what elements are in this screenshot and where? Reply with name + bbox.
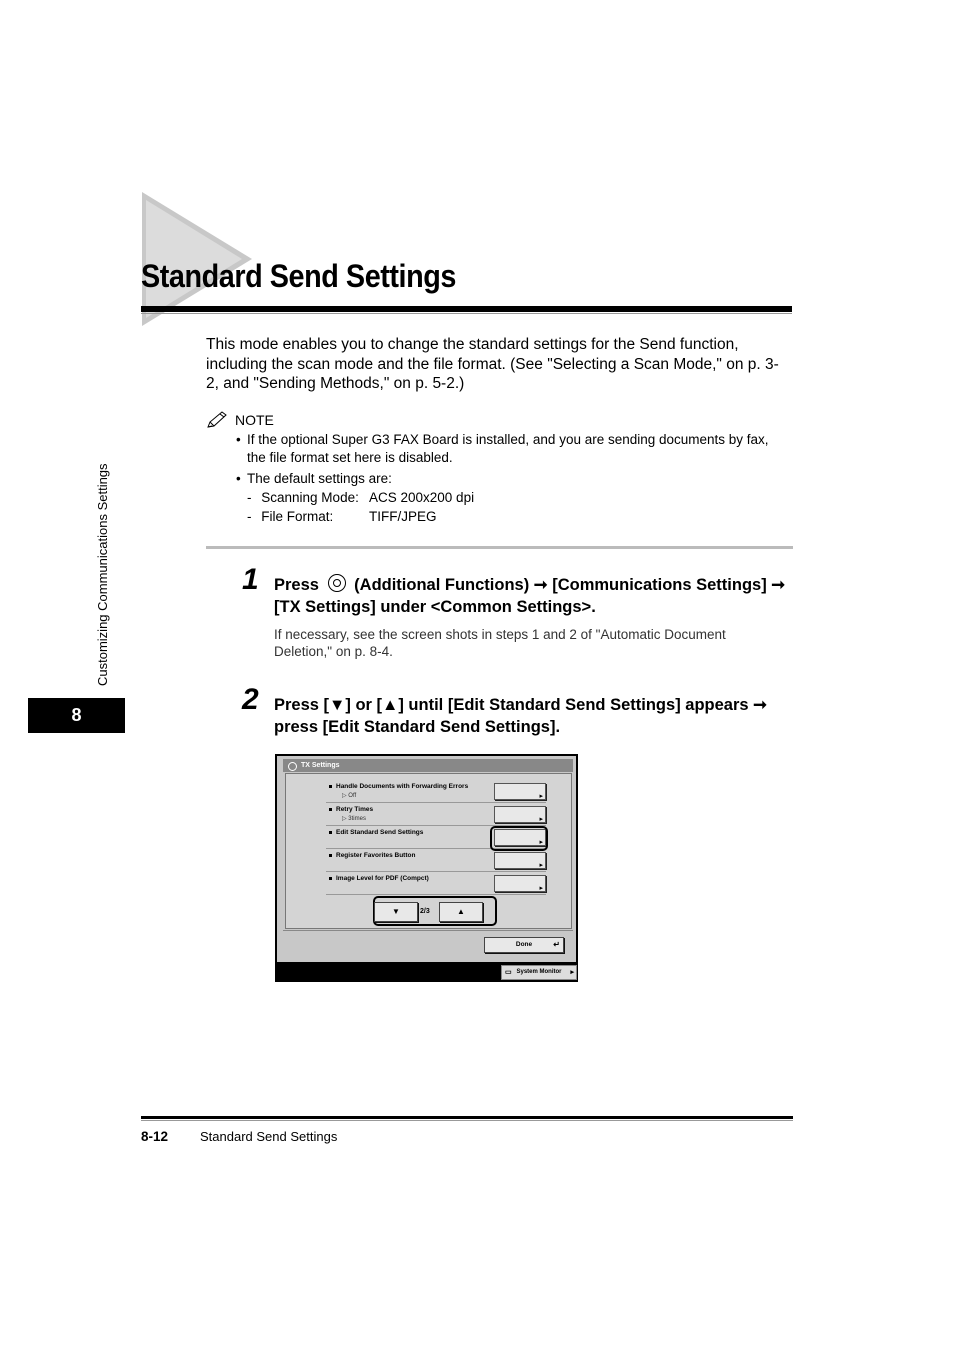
bullet: • [236, 471, 241, 486]
screen-title-bar [283, 759, 573, 772]
list-item [326, 872, 546, 895]
note-item [236, 431, 786, 467]
chapter-side-title: Customizing Communications Settings [95, 463, 110, 686]
list-item [326, 849, 546, 872]
screen-divider [283, 930, 573, 931]
footer-rule-thin [141, 1120, 793, 1121]
footer-rule [141, 1116, 793, 1119]
setting-label: Edit Standard Send Settings [336, 829, 424, 836]
highlight-outline [490, 826, 548, 851]
note-item-text: If the optional Super G3 FAX Board is installed, and you are sending documents by fax, the file format set here is disabled. [247, 432, 769, 465]
note-item [236, 470, 786, 488]
screen-title: TX Settings [301, 762, 340, 769]
dash: - [247, 490, 252, 505]
setting-value: ACS 200x200 dpi [369, 490, 475, 505]
step-1-instruction [274, 574, 794, 618]
setting-button[interactable] [494, 875, 546, 892]
setting-label: Handle Documents with Forwarding Errors [336, 783, 469, 790]
tx-settings-screenshot [275, 754, 578, 982]
screen-area [277, 756, 576, 962]
pencil-note-icon [206, 410, 230, 430]
list-item [326, 803, 546, 826]
dash: - [247, 509, 252, 524]
page-title: Standard Send Settings [141, 258, 456, 294]
default-setting-scanning-mode [247, 489, 475, 507]
bullet: • [236, 432, 241, 447]
intro-paragraph: This mode enables you to change the standard settings for the Send function, including the scan mode and the file format. (See "Selecting a Scan Mode," on p. 3-2, and "Sending Methods," on p. 5-2.) [206, 336, 779, 392]
additional-functions-key-icon [328, 574, 346, 592]
section-separator [206, 546, 793, 549]
scroll-down-button[interactable]: ▼ [374, 902, 418, 922]
setting-button[interactable] [494, 806, 546, 823]
setting-value: TIFF/JPEG [369, 509, 437, 524]
step-number: 2 [242, 683, 259, 716]
step-number: 1 [242, 563, 259, 596]
step-1-text-end: (Additional Functions) ➞ [Communications Settings] ➞ [TX Settings] under <Common Settings>. [274, 576, 786, 616]
scroll-up-button[interactable]: ▲ [439, 902, 483, 922]
setting-button[interactable] [494, 852, 546, 869]
setting-label: Register Favorites Button [336, 852, 416, 859]
settings-panel [285, 773, 572, 929]
footer-section-title: Standard Send Settings [200, 1129, 338, 1144]
step-1-note: If necessary, see the screen shots in steps 1 and 2 of "Automatic Document Deletion," on p. 8-4. [274, 627, 726, 659]
step-2-instruction: Press [▼] or [▲] until [Edit Standard Send Settings] appears ➞ press [Edit Standard Send Settings]. [274, 696, 767, 736]
default-setting-file-format [247, 508, 437, 526]
list-item [326, 780, 546, 803]
step-1-text-start: Press [274, 576, 319, 594]
title-rule-thin [141, 313, 792, 314]
system-monitor-button[interactable]: ▭ System Monitor ▸ [501, 965, 577, 980]
page-indicator: 2/3 [420, 908, 430, 915]
chapter-number-tab: 8 [28, 698, 125, 733]
setting-value: ▷ 3times [342, 816, 366, 822]
setting-label: Image Level for PDF (Compct) [336, 875, 429, 882]
title-rule [141, 306, 792, 312]
setting-name: Scanning Mode: [261, 490, 359, 505]
page-number: 8-12 [141, 1129, 169, 1144]
done-button[interactable]: Done ↵ [484, 937, 564, 953]
setting-name: File Format: [261, 509, 334, 524]
note-label: NOTE [235, 412, 274, 428]
note-item-text: The default settings are: [247, 471, 392, 486]
setting-label: Retry Times [336, 806, 374, 813]
setting-value: ▷ Off [342, 793, 357, 799]
settings-icon [288, 762, 297, 771]
setting-button[interactable] [494, 783, 546, 800]
